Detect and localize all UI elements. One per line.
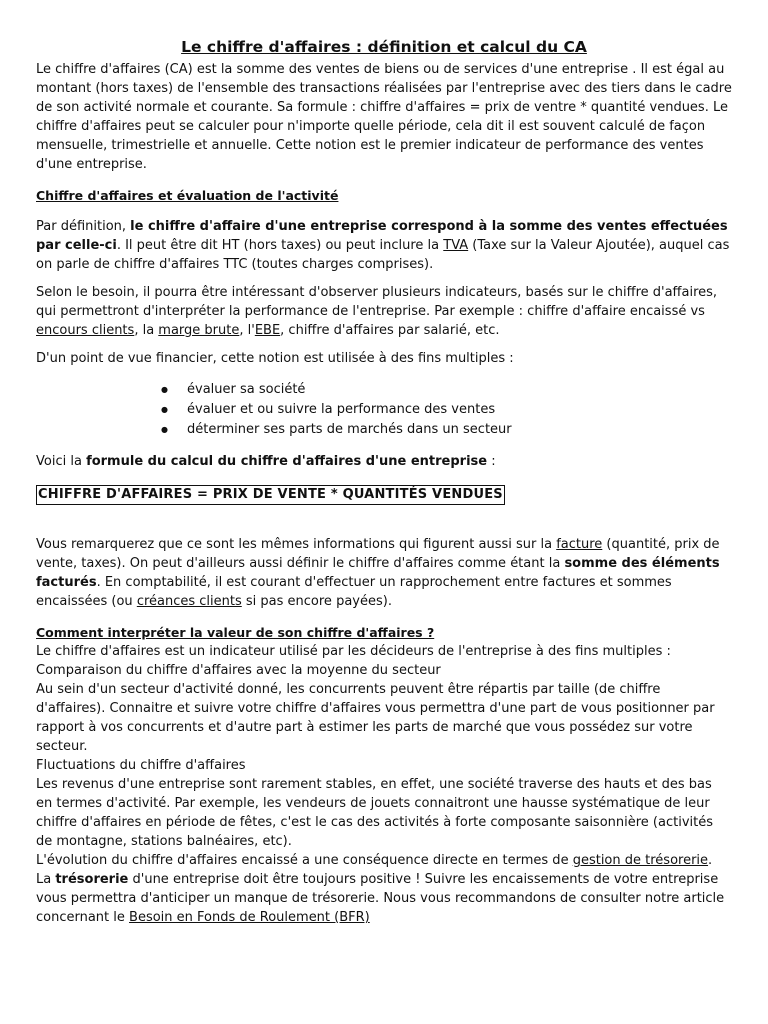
text-run: L'évolution du chiffre d'affaires encaissé a une conséquence directe en termes de <box>36 853 573 868</box>
intro-paragraph: Le chiffre d'affaires (CA) est la somme des ventes de biens ou de services d'une entreprise . Il est égal au montant (hors taxes) de l'ensemble des transactions réalisées par l'entreprise avec des tiers dans le cadre de son activité normale et courante. Sa formule : chiffre d'affaires = prix de ventre * quantité vendues. Le chiffre d'affaires peut se calculer pour n'importe quelle période, cela dit il est souvent calculé de façon mensuelle, trimestrielle et annuelle. Cette notion est le premier indicateur de performance des ventes d'une entreprise. <box>36 62 732 172</box>
bold-definition: le chiffre d'affaire d'une entreprise correspond à la somme des ventes effectuées par celle-ci <box>36 219 728 253</box>
section1-heading: Chiffre d'affaires et évaluation de l'activité <box>36 188 339 203</box>
bold-formula-intro: formule du calcul du chiffre d'affaires d'une entreprise <box>86 454 488 469</box>
text-run: si pas encore payées). <box>241 594 392 609</box>
text-run: (Taxe sur la Valeur Ajoutée), auquel cas on parle de chiffre d'affaires TTC (toutes charges comprises). <box>36 238 730 272</box>
invoice-paragraph <box>36 535 732 611</box>
text-run: Vous remarquerez que ce sont les mêmes informations qui figurent aussi sur la <box>36 537 557 552</box>
link-encours-clients[interactable]: encours clients <box>36 323 135 338</box>
link-bfr[interactable]: Besoin en Fonds de Roulement (BFR) <box>129 910 370 925</box>
text-run: , chiffre d'affaires par salarié, etc. <box>280 323 500 338</box>
section2-paragraph: Au sein d'un secteur d'activité donné, les concurrents peuvent être répartis par taille (de chiffre d'affaires). Connaitre et suivre votre chiffre d'affaires vous permettra d'une part de vous positionner par rapport à vos concurrents et d'autre part à estimer les parts de marché que vous possédez sur votre secteur. <box>36 682 715 754</box>
section2-paragraph: Les revenus d'une entreprise sont rarement stables, en effet, une société traverse des hauts et des bas en termes d'activité. Par exemple, les vendeurs de jouets connaitront une hausse systématique de leur chiffre d'affaires en période de fêtes, c'est le cas des activités à forte composante saisonnière (activités de montagne, stations balnéaires, etc). <box>36 777 714 849</box>
link-tva[interactable]: TVA <box>443 238 469 253</box>
formula-box: CHIFFRE D'AFFAIRES = PRIX DE VENTE * QUANTITÉS VENDUES <box>36 485 505 505</box>
text-run: , la <box>134 323 159 338</box>
link-ebe[interactable]: EBE <box>254 323 281 338</box>
uses-list <box>36 380 732 440</box>
text-run: Par définition, <box>36 219 131 234</box>
section2-subheading: Comparaison du chiffre d'affaires avec la moyenne du secteur <box>36 663 441 678</box>
section2-heading: Comment interpréter la valeur de son chiffre d'affaires ? <box>36 625 435 640</box>
section2-line: Le chiffre d'affaires est un indicateur utilisé par les décideurs de l'entreprise à des fins multiples : <box>36 644 671 659</box>
definition-paragraph <box>36 217 732 274</box>
text-run: d'une entreprise doit être toujours positive ! Suivre les encaissements de votre entreprise vous permettra d'anticiper un manque de trésorerie. Nous vous recommandons de consulter notre article concernant le <box>36 872 725 925</box>
financial-paragraph: D'un point de vue financier, cette notion est utilisée à des fins multiples : <box>36 351 514 366</box>
text-run: . Il peut être dit HT (hors taxes) ou peut inclure la <box>116 238 444 253</box>
section2-subheading: Fluctuations du chiffre d'affaires <box>36 758 246 773</box>
text-run: : <box>487 454 496 469</box>
text-run: Selon le besoin, il pourra être intéressant d'observer plusieurs indicateurs, basés sur le chiffre d'affaires, qui permettront d'interpréter la performance de l'entreprise. Par exemple : chiffre d'affaire encaissé vs <box>36 285 718 319</box>
text-run: (quantité, prix de vente, taxes). On peut d'ailleurs aussi définir le chiffre d'affaires comme étant la <box>36 537 720 571</box>
link-gestion-tresorerie[interactable]: gestion de trésorerie <box>572 853 709 868</box>
indicators-paragraph <box>36 283 732 340</box>
bold-tresorerie: trésorerie <box>55 872 129 887</box>
text-run: . En comptabilité, il est courant d'effectuer un rapprochement entre factures et sommes encaissées (ou <box>36 575 672 609</box>
treasury-line <box>36 851 732 870</box>
list-item: ● évaluer et ou suivre la performance des ventes <box>169 400 732 420</box>
document-title: Le chiffre d'affaires : définition et calcul du CA <box>181 38 587 56</box>
link-marge-brute[interactable]: marge brute <box>158 323 240 338</box>
text-run: Voici la <box>36 454 87 469</box>
document-page <box>36 38 732 927</box>
link-creances-clients[interactable]: créances clients <box>136 594 242 609</box>
list-item: ● déterminer ses parts de marchés dans un secteur <box>169 420 732 440</box>
list-item: ● évaluer sa société <box>169 380 732 400</box>
text-run: La <box>36 872 56 887</box>
formula-intro <box>36 452 732 471</box>
text-run: . <box>708 853 713 868</box>
text-run: , l' <box>239 323 255 338</box>
link-facture[interactable]: facture <box>556 537 603 552</box>
bold-invoiced: somme des éléments facturés <box>36 556 720 590</box>
treasury-paragraph <box>36 870 732 927</box>
